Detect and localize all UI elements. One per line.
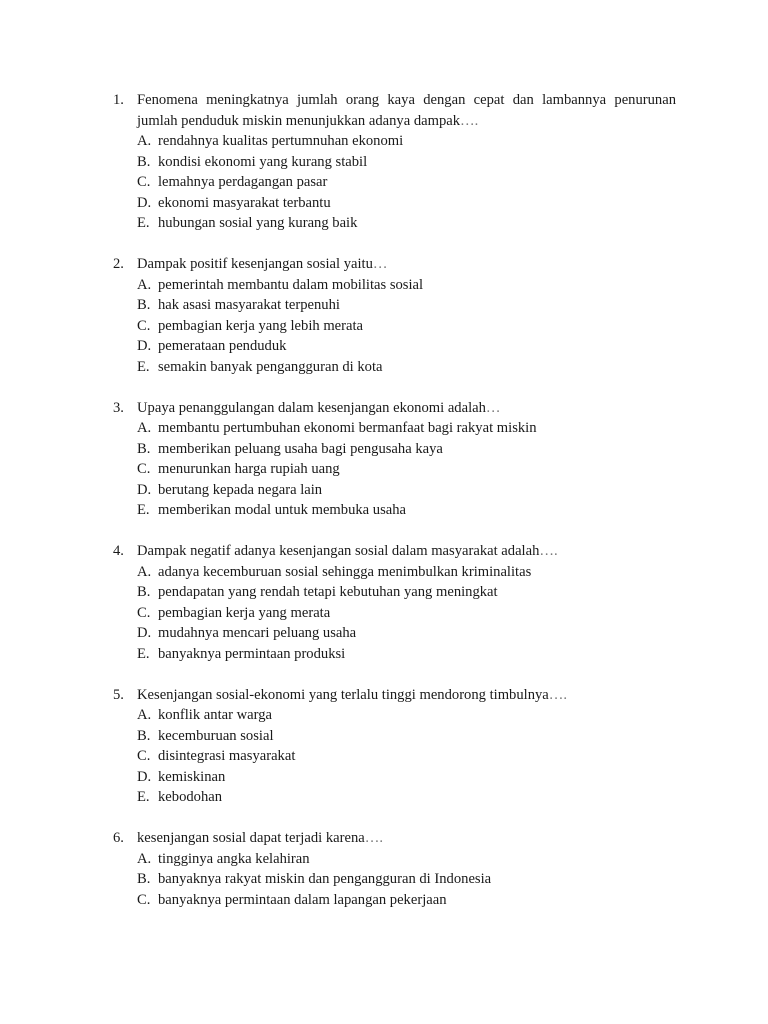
document-page [113,90,676,931]
question-6 [113,828,676,910]
option-letter: C. [137,604,151,621]
option-letter: E. [137,215,150,231]
option-text: banyaknya permintaan dalam lapangan pekerjaan [158,891,447,908]
option-text: mudahnya mencari peluang usaha [158,625,357,641]
question-ellipsis: …. [539,543,558,559]
question-4 [113,541,676,664]
option-letter: B. [137,440,151,457]
question-ellipsis: …. [364,830,383,846]
option-text: menurunkan harga rupiah uang [158,461,340,477]
question-stem [137,398,676,419]
answer-option [137,869,676,890]
answer-option [137,500,676,521]
answer-option [137,644,676,665]
question-text: kesenjangan sosial dapat terjadi karena [137,830,365,846]
answer-option [137,480,676,501]
question-stem [137,90,676,131]
question-number: 3. [113,399,124,416]
option-letter: A. [137,707,152,723]
answer-option [137,172,676,193]
question-text: Upaya penanggulangan dalam kesenjangan ekonomi adalah [137,399,486,416]
option-text: pemerintah membantu dalam mobilitas sosial [158,276,424,293]
option-letter: C. [137,461,151,477]
question-stem [137,254,676,275]
answer-option [137,562,676,583]
option-letter: B. [137,727,151,744]
question-2 [113,254,676,377]
option-letter: D. [137,768,152,785]
option-letter: C. [137,748,151,764]
answer-option [137,726,676,747]
option-text: hak asasi masyarakat terpenuhi [158,297,340,313]
answer-option [137,746,676,767]
question-text: Kesenjangan sosial-ekonomi yang terlalu tinggi mendorong timbulnya [137,686,549,703]
option-text: konflik antar warga [158,707,273,723]
answer-option [137,849,676,870]
option-letter: D. [137,194,152,211]
question-number: 6. [113,830,124,846]
option-letter: E. [137,789,150,805]
option-text: kemiskinan [158,768,226,785]
option-text: kecemburuan sosial [158,727,274,744]
option-letter: B. [137,153,151,170]
answer-option [137,767,676,788]
option-letter: A. [137,420,152,436]
question-ellipsis: … [485,399,501,416]
answer-option [137,582,676,603]
option-text: tingginya angka kelahiran [158,850,310,867]
question-5 [113,685,676,808]
option-letter: A. [137,850,152,867]
option-text: pembagian kerja yang merata [158,604,331,621]
question-number: 2. [113,256,124,272]
answer-option [137,336,676,357]
option-text: banyaknya permintaan produksi [158,645,346,662]
option-text: disintegrasi masyarakat [158,748,296,764]
option-text: memberikan peluang usaha bagi pengusaha kaya [158,440,443,457]
question-stem [137,541,676,562]
option-letter: C. [137,174,151,190]
option-letter: D. [137,625,152,641]
question-1 [113,90,676,234]
option-text: adanya kecemburuan sosial sehingga menimbulkan kriminalitas [158,563,532,580]
answer-option [137,152,676,173]
option-letter: A. [137,563,152,580]
option-text: rendahnya kualitas pertumnuhan ekonomi [158,133,404,149]
answer-option [137,459,676,480]
question-number: 1. [113,92,124,108]
option-text: banyaknya rakyat miskin dan pengangguran di Indonesia [158,871,492,887]
option-text: pendapatan yang rendah tetapi kebutuhan yang meningkat [158,584,498,600]
question-stem [137,828,676,849]
answer-option [137,316,676,337]
option-letter: E. [137,502,150,518]
question-stem [137,685,676,706]
question-text: Fenomena meningkatnya jumlah orang kaya dengan cepat dan lambannya penurunan jumlah penduduk miskin menunjukkan adanya dampak [137,92,676,129]
option-letter: D. [137,338,152,354]
option-letter: B. [137,297,151,313]
question-ellipsis: … [372,256,388,272]
option-letter: D. [137,481,152,498]
answer-option [137,439,676,460]
answer-option [137,787,676,808]
option-text: hubungan sosial yang kurang baik [158,215,358,231]
option-letter: E. [137,645,150,662]
question-number: 5. [113,686,124,703]
option-text: pemerataan penduduk [158,338,287,354]
answer-option [137,623,676,644]
option-letter: C. [137,891,151,908]
option-text: semakin banyak pengangguran di kota [158,358,383,375]
option-letter: C. [137,317,151,334]
option-letter: B. [137,871,151,887]
answer-option [137,213,676,234]
option-text: pembagian kerja yang lebih merata [158,317,364,334]
option-letter: A. [137,276,152,293]
answer-option [137,295,676,316]
question-ellipsis: …. [460,112,479,129]
answer-option [137,193,676,214]
option-text: kondisi ekonomi yang kurang stabil [158,153,368,170]
question-ellipsis: …. [548,686,568,703]
answer-option [137,603,676,624]
option-text: berutang kepada negara lain [158,481,323,498]
answer-option [137,418,676,439]
option-text: lemahnya perdagangan pasar [158,174,328,190]
option-text: ekonomi masyarakat terbantu [158,194,331,211]
option-letter: B. [137,584,151,600]
answer-option [137,275,676,296]
option-letter: E. [137,358,150,375]
option-text: membantu pertumbuhan ekonomi bermanfaat bagi rakyat miskin [158,420,537,436]
question-text: Dampak negatif adanya kesenjangan sosial dalam masyarakat adalah [137,543,540,559]
answer-option [137,705,676,726]
option-text: memberikan modal untuk membuka usaha [158,502,407,518]
answer-option [137,890,676,911]
question-number: 4. [113,543,124,559]
answer-option [137,131,676,152]
option-letter: A. [137,133,152,149]
question-text: Dampak positif kesenjangan sosial yaitu [137,256,373,272]
question-3 [113,398,676,521]
answer-option [137,357,676,378]
option-text: kebodohan [158,789,223,805]
